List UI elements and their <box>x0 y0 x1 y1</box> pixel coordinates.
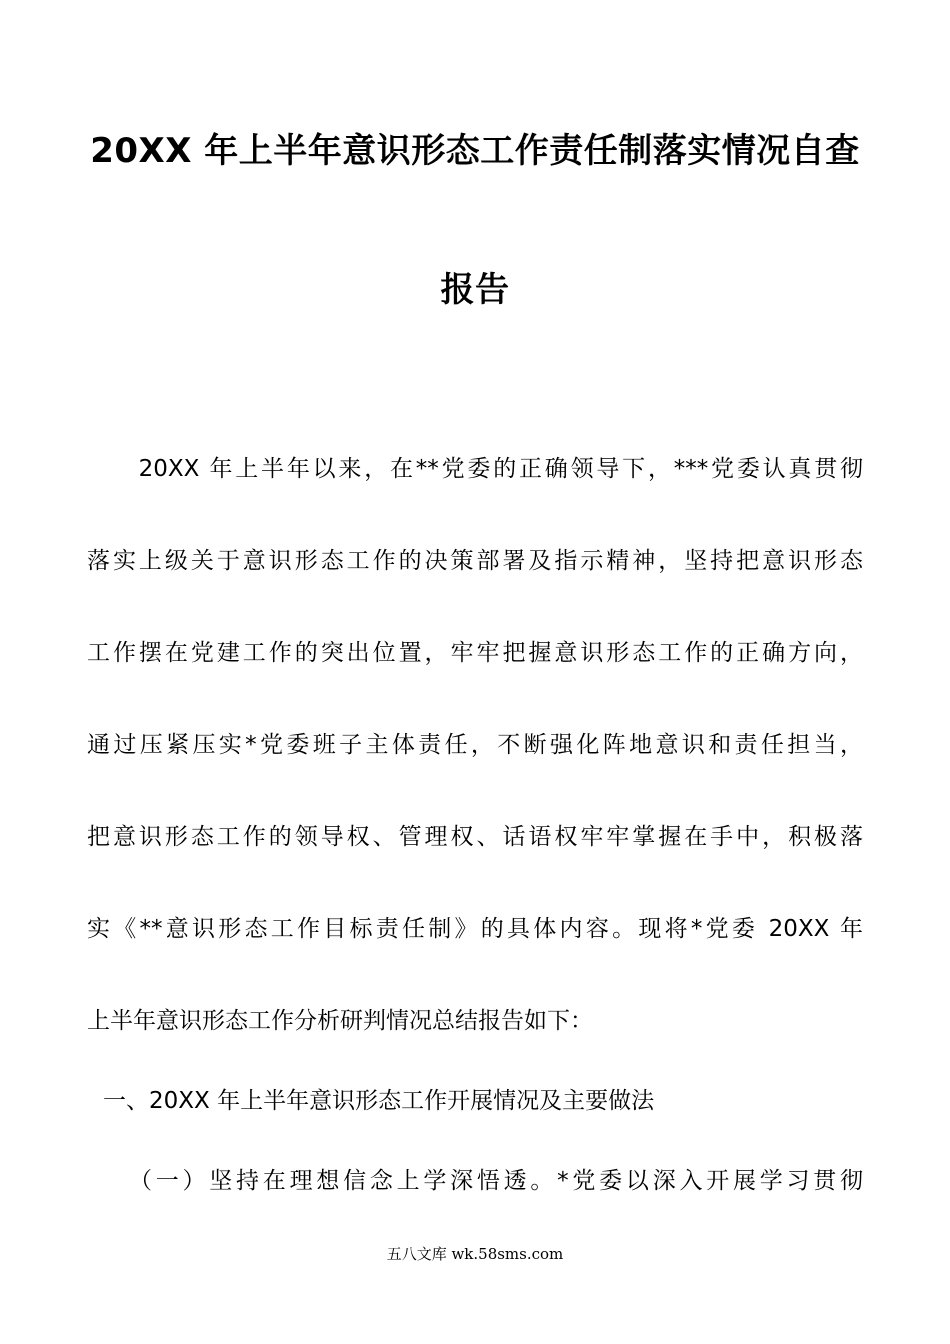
intro-paragraph-line: 20XX 年上半年以来，在**党委的正确领导下，***党委认真贯彻 <box>87 456 863 482</box>
subsection-line: （一）坚持在理想信念上学深悟透。*党委以深入开展学习贯彻 <box>87 1168 863 1194</box>
section-heading: 一、20XX 年上半年意识形态工作开展情况及主要做法 <box>103 1088 655 1114</box>
intro-paragraph-line: 把意识形态工作的领导权、管理权、话语权牢牢掌握在手中，积极落 <box>87 824 863 850</box>
intro-paragraph-line: 落实上级关于意识形态工作的决策部署及指示精神，坚持把意识形态 <box>87 548 863 574</box>
document-title-line-2: 报告 <box>440 270 510 310</box>
footer-watermark: 五八文库 wk.58sms.com <box>386 1245 564 1263</box>
intro-paragraph-line: 工作摆在党建工作的突出位置，牢牢把握意识形态工作的正确方向， <box>87 640 863 666</box>
intro-paragraph-line: 实《**意识形态工作目标责任制》的具体内容。现将*党委 20XX 年 <box>87 916 863 942</box>
document-title-line-1: 20XX 年上半年意识形态工作责任制落实情况自查 <box>90 131 860 171</box>
intro-paragraph-line: 通过压紧压实*党委班子主体责任，不断强化阵地意识和责任担当， <box>87 732 863 758</box>
intro-paragraph-line: 上半年意识形态工作分析研判情况总结报告如下： <box>87 1008 593 1034</box>
